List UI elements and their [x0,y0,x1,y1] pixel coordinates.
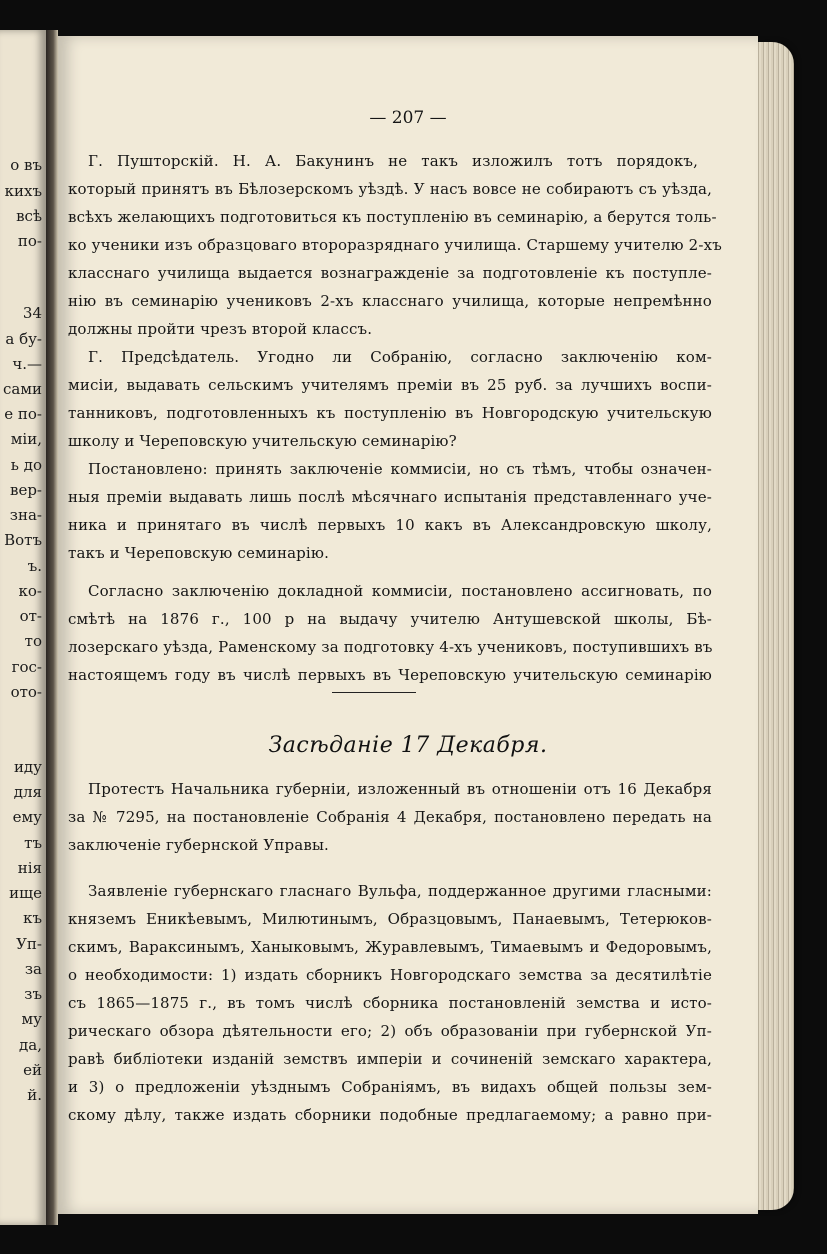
left-page-fragment: е по- [4,405,42,423]
left-page-fragment: за [24,960,42,978]
text-line: нію въ семинарію учениковъ 2-хъ класснаго училища, которые непремѣнно [68,292,712,310]
left-page-fragment: всѣ [16,207,42,225]
left-page-fragment: къ [23,909,42,927]
text-line: лозерскаго уѣзда, Раменскому за подготовку 4-хъ учениковъ, поступившихъ въ [68,638,713,656]
text-line: смѣтѣ на 1876 г., 100 р на выдачу учителю Антушевской школы, Бѣ- [68,610,712,628]
page-number: — 207 — [369,108,447,128]
left-page-fragment: ъ. [27,557,42,575]
text-line: ника и принятаго въ числѣ первыхъ 10 какъ въ Александровскую школу, [68,516,712,534]
left-page-fragment: тъ [24,834,42,852]
page-edges [756,42,794,1210]
text-line: настоящемъ году въ числѣ первыхъ въ Череповскую учительскую семинарію [68,666,712,684]
text-line: такъ и Череповскую семинарію. [68,544,330,562]
left-page-fragment: о въ [10,156,42,174]
text-line: скимъ, Вараксинымъ, Ханыковымъ, Журавлевымъ, Тимаевымъ и Федоровымъ, [68,938,712,956]
text-line: мисіи, выдавать сельскимъ учителямъ преміи въ 25 руб. за лучшихъ воспи- [68,376,712,394]
text-line: и 3) о предложеніи уѣзднымъ Собраніямъ, въ видахъ общей пользы зем- [68,1078,712,1096]
left-page-fragment: гос- [11,658,42,676]
left-facing-page [0,30,46,1225]
left-page-fragment: да, [19,1036,42,1054]
left-page-fragment: й. [27,1086,42,1104]
left-page-fragment: ь до [10,456,42,474]
text-line: Протестъ Начальника губерніи, изложенный въ отношеніи отъ 16 Декабря [88,780,712,798]
text-line: который принятъ въ Бѣлозерскомъ уѣздѣ. У насъ вовсе не собираютъ съ уѣзда, [68,180,712,198]
text-line: равѣ библіотеки изданій земствъ имперіи и сочиненій земскаго характера, [68,1050,712,1068]
left-page-fragment: Уп- [16,935,42,953]
text-line: ныя преміи выдавать лишь послѣ мѣсячнаго испытанія представленнаго уче- [68,488,712,506]
left-page-fragment: а бу- [5,330,42,348]
left-page-fragment: ото- [10,683,42,701]
text-line: о необходимости: 1) издать сборникъ Новгородскаго земства за десятилѣтіе [68,966,712,984]
left-page-fragment: ей [23,1061,42,1079]
left-page-fragment: по- [17,232,42,250]
left-page-fragment: Вотъ [4,531,42,549]
text-line: Согласно заключенію докладной коммисіи, постановлено ассигновать, по [88,582,712,600]
text-line: всѣхъ желающихъ подготовиться къ поступленію въ семинарію, а берутся толь- [68,208,717,226]
left-page-fragment: ему [12,808,42,826]
text-line: танниковъ, подготовленныхъ къ поступленію въ Новгородскую учительскую [68,404,712,422]
section-divider [332,692,416,693]
left-page-fragment: от- [19,607,42,625]
text-line: Постановлено: принять заключеніе коммисіи, но съ тѣмъ, чтобы означен- [88,460,712,478]
text-line: Заявленіе губернскаго гласнаго Вульфа, поддержанное другими гласными: [88,882,712,900]
left-page-fragment: му [21,1010,42,1028]
left-page-fragment: ко- [18,582,42,600]
book-page [58,36,758,1214]
left-page-fragment: зъ [24,985,42,1003]
text-line: съ 1865—1875 г., въ томъ числѣ сборника постановленій земства и исто- [68,994,712,1012]
left-page-fragment: міи, [10,430,42,448]
text-line: Г. Предсѣдатель. Угодно ли Собранію, согласно заключенію ком- [88,348,712,366]
left-page-fragment: вер- [10,481,42,499]
text-line: скому дѣлу, также издать сборники подобные предлагаемому; а равно при- [68,1106,712,1124]
text-line: заключеніе губернской Управы. [68,836,329,854]
left-page-fragment: нія [17,859,42,877]
text-line: класснаго училища выдается вознагражденіе за подготовленіе къ поступле- [68,264,712,282]
left-page-fragment: зна- [9,506,42,524]
text-line: Г. Пушторскій. Н. А. Бакунинъ не такъ изложилъ тотъ порядокъ, [88,152,698,170]
book-gutter [46,30,58,1225]
text-line: школу и Череповскую учительскую семинарію? [68,432,457,450]
text-line: ко ученики изъ образцоваго второразряднаго училища. Старшему учителю 2-хъ [68,236,722,254]
left-page-fragment: ч.— [12,355,42,373]
left-page-fragment: для [13,783,42,801]
left-page-fragment: 34 [22,304,42,322]
text-line: должны пройти чрезъ второй классъ. [68,320,373,338]
session-heading: Засѣданіе 17 Декабря. [268,733,548,758]
left-page-fragment: то [24,632,42,650]
text-line: за № 7295, на постановленіе Собранія 4 Декабря, постановлено передать на [68,808,712,826]
text-line: рическаго обзора дѣятельности его; 2) объ образованіи при губернской Уп- [68,1022,712,1040]
left-page-fragment: кихъ [4,182,42,200]
text-line: княземъ Еникѣевымъ, Милютинымъ, Образцовымъ, Панаевымъ, Тетерюков- [68,910,712,928]
left-page-fragment: сами [2,380,42,398]
left-page-fragment: иду [13,758,42,776]
left-page-fragment: ище [9,884,42,902]
